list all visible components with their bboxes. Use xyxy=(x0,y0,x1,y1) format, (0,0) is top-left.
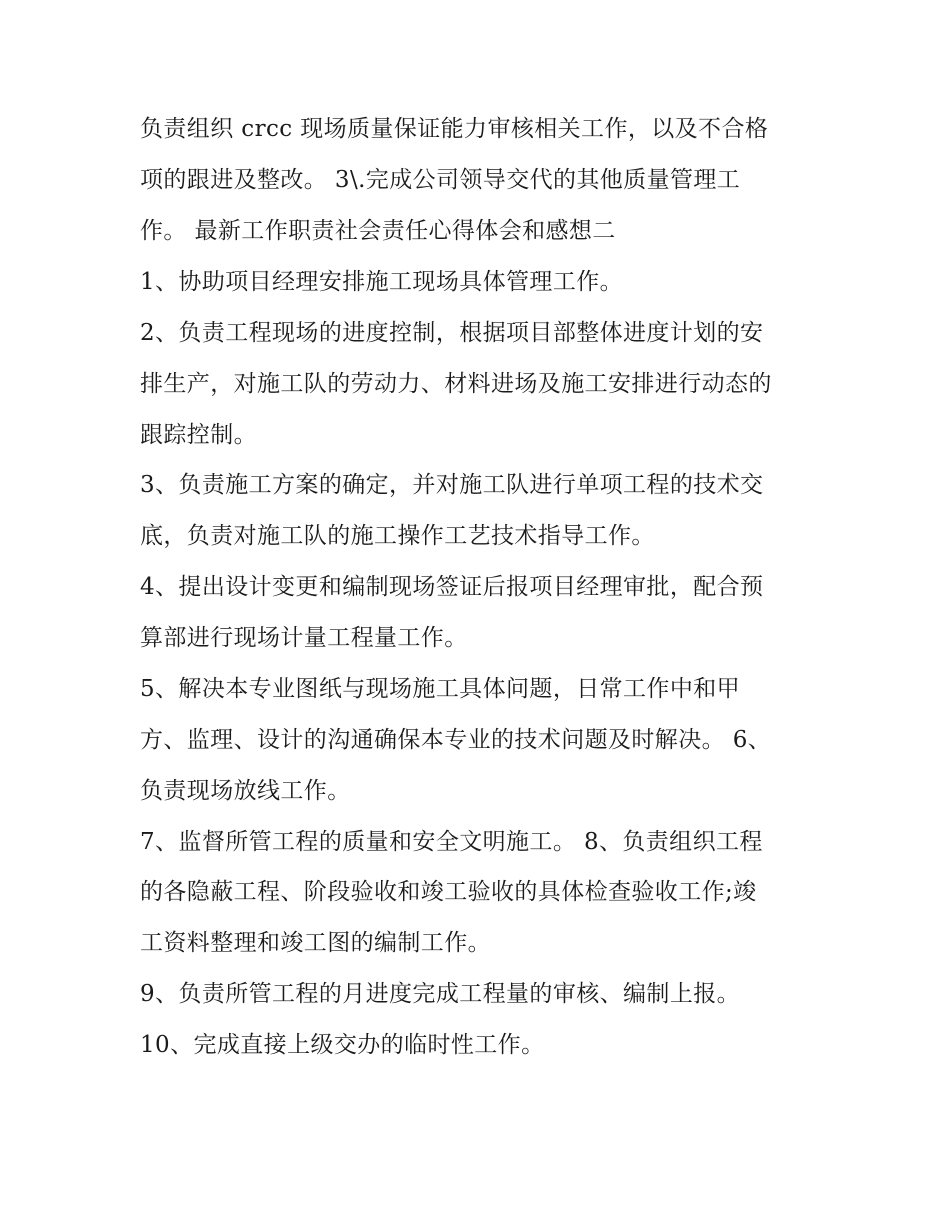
text-line: 工资料整理和竣工图的编制工作。 xyxy=(140,930,491,956)
text-line: 7、监督所管工程的质量和安全文明施工。 8、负责组织工程 xyxy=(140,829,763,855)
text-line: 负责现场放线工作。 xyxy=(140,778,351,804)
text-line: 的各隐蔽工程、阶段验收和竣工验收的具体检查验收工作;竣 xyxy=(140,879,757,905)
text-line: 1、协助项目经理安排施工现场具体管理工作。 xyxy=(140,269,624,295)
text-line: 2、负责工程现场的进度控制，根据项目部整体进度计划的安 xyxy=(140,320,764,346)
text-line: 10、完成直接上级交办的临时性工作。 xyxy=(140,1032,545,1058)
text-line: 底，负责对施工队的施工操作工艺技术指导工作。 xyxy=(140,523,655,549)
text-line: 4、提出设计变更和编制现场签证后报项目经理审批，配合预 xyxy=(140,574,764,600)
text-line: 9、负责所管工程的月进度完成工程量的审核、编制上报。 xyxy=(140,981,741,1007)
text-line: 5、解决本专业图纸与现场施工具体问题，日常工作中和甲 xyxy=(140,676,741,702)
text-line: 方、监理、设计的沟通确保本专业的技术问题及时解决。 6、 xyxy=(140,727,772,753)
text-line: 算部进行现场计量工程量工作。 xyxy=(140,625,468,651)
text-line: 负责组织 crcc 现场质量保证能力审核相关工作，以及不合格 xyxy=(140,116,769,142)
text-line: 作。 最新工作职责社会责任心得体会和感想二 xyxy=(140,218,616,244)
text-line: 项的跟进及整改。 3\.完成公司领导交代的其他质量管理工 xyxy=(140,167,741,193)
text-line: 3、负责施工方案的确定，并对施工队进行单项工程的技术交 xyxy=(140,472,764,498)
text-line: 排生产，对施工队的劳动力、材料进场及施工安排进行动态的 xyxy=(140,371,772,397)
text-line: 跟踪控制。 xyxy=(140,422,257,448)
